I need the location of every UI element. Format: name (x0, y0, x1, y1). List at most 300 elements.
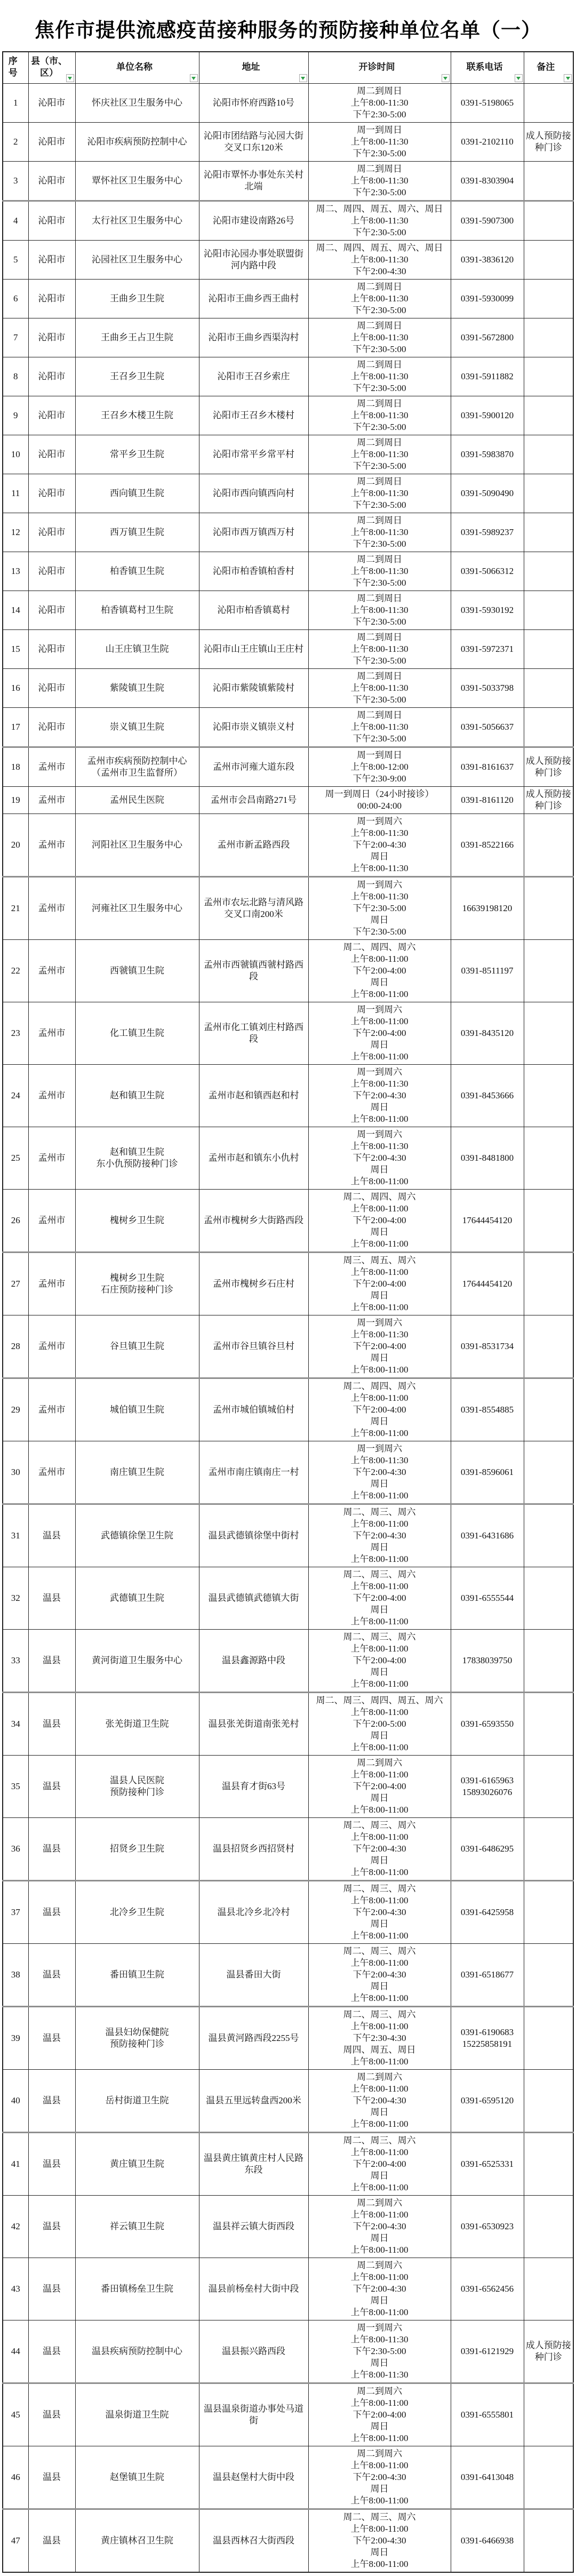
cell-county: 孟州市 (28, 1002, 75, 1065)
filter-dropdown-icon (68, 77, 72, 80)
cell-opening-hours: 周二到周六 上午8:00-11:00 下午2:00-4:00 周日 上午8:00-11:00 (308, 1756, 451, 1818)
cell-unit-name: 紫陵镇卫生院 (75, 669, 199, 708)
cell-remark (524, 1127, 573, 1190)
cell-address: 沁阳市王召乡索庄 (199, 357, 308, 396)
cell-opening-hours: 周二到周日 上午8:00-11:30 下午2:30-5:00 (308, 84, 451, 123)
cell-address: 孟州市河雍大道东段 (199, 747, 308, 787)
cell-county: 沁阳市 (28, 84, 75, 123)
cell-opening-hours: 周二到周六 上午8:00-11:00 下午2:00-4:30 周日 上午8:00-11:00 (308, 2258, 451, 2320)
column-header-2 (75, 52, 199, 84)
cell-serial-number: 19 (3, 787, 28, 814)
cell-contact-phone: 0391-6190683 15225858191 (451, 2007, 524, 2070)
cell-county: 温县 (28, 1504, 75, 1567)
cell-remark: 成人预防接种门诊 (524, 787, 573, 814)
cell-unit-name: 柏香镇卫生院 (75, 552, 199, 591)
column-header-label: 地址 (242, 62, 260, 72)
column-header-label: 县（市、区） (31, 56, 67, 78)
cell-address: 温县祥云镇大街西段 (199, 2196, 308, 2258)
cell-county: 温县 (28, 1818, 75, 1881)
cell-contact-phone: 0391-6518677 (451, 1944, 524, 2007)
cell-address: 沁阳市西万镇西万村 (199, 513, 308, 552)
cell-county: 沁阳市 (28, 162, 75, 201)
cell-serial-number: 37 (3, 1881, 28, 1944)
cell-remark (524, 162, 573, 201)
cell-remark (524, 877, 573, 940)
cell-address: 沁阳市常平乡常平村 (199, 435, 308, 474)
cell-serial-number: 11 (3, 474, 28, 513)
cell-opening-hours: 周二到周日 上午8:00-11:30 下午2:30-5:00 (308, 630, 451, 669)
cell-contact-phone: 0391-6555544 (451, 1567, 524, 1630)
cell-remark (524, 241, 573, 280)
cell-county: 孟州市 (28, 1315, 75, 1378)
cell-unit-name: 王曲乡卫生院 (75, 280, 199, 318)
cell-serial-number: 23 (3, 1002, 28, 1065)
cell-unit-name: 赵堡镇卫生院 (75, 2446, 199, 2509)
cell-county: 温县 (28, 2383, 75, 2446)
cell-contact-phone: 0391-8511197 (451, 940, 524, 1002)
cell-contact-phone: 0391-6555801 (451, 2383, 524, 2446)
cell-contact-phone: 0391-5972371 (451, 630, 524, 669)
cell-county: 温县 (28, 1944, 75, 2007)
table-row (3, 2320, 573, 2383)
cell-serial-number: 22 (3, 940, 28, 1002)
cell-contact-phone: 0391-6466938 (451, 2509, 524, 2573)
cell-contact-phone: 0391-5672800 (451, 318, 524, 357)
cell-serial-number: 36 (3, 1818, 28, 1881)
cell-contact-phone: 0391-6121929 (451, 2320, 524, 2383)
cell-address: 孟州市槐树乡大街路西段 (199, 1190, 308, 1253)
cell-opening-hours: 周一到周六 上午8:00-11:30 下午2:00-4:00 周日 上午8:00-11:00 (308, 1315, 451, 1378)
cell-contact-phone: 0391-8453666 (451, 1065, 524, 1127)
cell-county: 温县 (28, 2070, 75, 2133)
cell-serial-number: 41 (3, 2133, 28, 2196)
cell-opening-hours: 周二、周三、周六 上午8:00-11:00 下午2:00-4:30 周日 上午8:00-11:00 (308, 1818, 451, 1881)
cell-serial-number: 32 (3, 1567, 28, 1630)
cell-unit-name: 槐树乡卫生院 石庄预防接种门诊 (75, 1253, 199, 1315)
cell-unit-name: 黄庄镇林召卫生院 (75, 2509, 199, 2573)
cell-opening-hours: 周二、周三、周四、周五、周六 上午8:00-11:00 下午2:00-5:00 周日 上午8:00-11:00 (308, 1693, 451, 1756)
cell-opening-hours: 周二到周日 上午8:00-11:30 下午2:30-5:00 (308, 396, 451, 435)
cell-remark (524, 1944, 573, 2007)
cell-opening-hours: 周一到周日 上午8:00-11:30 下午2:30-5:00 (308, 123, 451, 162)
cell-opening-hours: 周二、周四、周六 上午8:00-11:00 下午2:00-4:00 周日 上午8:00-11:00 (308, 1378, 451, 1441)
table-row (3, 747, 573, 787)
cell-contact-phone: 0391-6595120 (451, 2070, 524, 2133)
cell-serial-number: 27 (3, 1253, 28, 1315)
cell-county: 沁阳市 (28, 318, 75, 357)
cell-serial-number: 9 (3, 396, 28, 435)
cell-serial-number: 46 (3, 2446, 28, 2509)
cell-unit-name: 温泉街道卫生院 (75, 2383, 199, 2446)
cell-county: 沁阳市 (28, 474, 75, 513)
cell-unit-name: 孟州民生医院 (75, 787, 199, 814)
cell-county: 温县 (28, 1756, 75, 1818)
table-row (3, 435, 573, 474)
cell-opening-hours: 周二到周六 上午8:00-11:00 下午2:00-4:30 周日 上午8:00-11:00 (308, 2446, 451, 2509)
table-row (3, 84, 573, 123)
cell-remark (524, 84, 573, 123)
cell-unit-name: 河雍社区卫生服务中心 (75, 877, 199, 940)
cell-serial-number: 17 (3, 708, 28, 747)
cell-opening-hours: 周一到周六 上午8:00-11:30 下午2:00-4:30 周日 上午8:00-11:00 (308, 1127, 451, 1190)
cell-unit-name: 槐树乡卫生院 (75, 1190, 199, 1253)
cell-unit-name: 赵和镇卫生院 东小仇预防接种门诊 (75, 1127, 199, 1190)
cell-opening-hours: 周二、周四、周六 上午8:00-11:00 下午2:00-4:00 周日 上午8:00-11:00 (308, 1190, 451, 1253)
cell-serial-number: 14 (3, 591, 28, 630)
cell-serial-number: 8 (3, 357, 28, 396)
cell-opening-hours: 周二、周四、周五、周六、周日 上午8:00-11:30 下午2:00-4:30 (308, 241, 451, 280)
filter-dropdown-button[interactable] (442, 74, 450, 82)
table-row (3, 1065, 573, 1127)
table-row (3, 1567, 573, 1630)
cell-unit-name: 王召乡木楼卫生院 (75, 396, 199, 435)
filter-dropdown-icon (443, 77, 447, 80)
cell-opening-hours: 周二到周日 上午8:00-11:30 下午2:30-5:00 (308, 591, 451, 630)
table-row (3, 1127, 573, 1190)
cell-county: 温县 (28, 2446, 75, 2509)
cell-address: 孟州市谷旦镇谷旦村 (199, 1315, 308, 1378)
cell-remark (524, 435, 573, 474)
cell-serial-number: 45 (3, 2383, 28, 2446)
cell-address: 温县温泉街道办事处马道街 (199, 2383, 308, 2446)
cell-county: 温县 (28, 1630, 75, 1693)
cell-serial-number: 28 (3, 1315, 28, 1378)
cell-county: 温县 (28, 2196, 75, 2258)
cell-contact-phone: 17838039750 (451, 1630, 524, 1693)
cell-remark (524, 591, 573, 630)
cell-address: 温县五里远转盘西200米 (199, 2070, 308, 2133)
cell-unit-name: 番田镇杨垒卫生院 (75, 2258, 199, 2320)
cell-opening-hours: 周二、周三、周六 上午8:00-11:00 下午2:00-4:30 周日 上午8:00-11:00 (308, 2509, 451, 2573)
cell-address: 温县育才街63号 (199, 1756, 308, 1818)
cell-unit-name: 山王庄镇卫生院 (75, 630, 199, 669)
cell-serial-number: 24 (3, 1065, 28, 1127)
cell-address: 温县武德镇徐堡中街村 (199, 1504, 308, 1567)
cell-remark: 成人预防接种门诊 (524, 123, 573, 162)
cell-serial-number: 20 (3, 814, 28, 877)
cell-remark (524, 630, 573, 669)
table-row (3, 241, 573, 280)
cell-remark (524, 2383, 573, 2446)
column-header-4 (308, 52, 451, 84)
table-row (3, 357, 573, 396)
cell-address: 孟州市化工镇刘庄村路西段 (199, 1002, 308, 1065)
column-header-6 (524, 52, 573, 84)
cell-remark (524, 1567, 573, 1630)
cell-unit-name: 招贤乡卫生院 (75, 1818, 199, 1881)
cell-remark (524, 1630, 573, 1693)
cell-contact-phone: 0391-8161120 (451, 787, 524, 814)
cell-unit-name: 西万镇卫生院 (75, 513, 199, 552)
cell-serial-number: 21 (3, 877, 28, 940)
cell-address: 孟州市新孟路西段 (199, 814, 308, 877)
cell-contact-phone: 0391-5907300 (451, 201, 524, 241)
column-header-0 (3, 52, 28, 84)
cell-county: 孟州市 (28, 787, 75, 814)
cell-contact-phone: 0391-6562456 (451, 2258, 524, 2320)
table-row (3, 1190, 573, 1253)
cell-address: 沁阳市覃怀办事处东关村北端 (199, 162, 308, 201)
cell-serial-number: 39 (3, 2007, 28, 2070)
table-row (3, 123, 573, 162)
cell-address: 沁阳市山王庄镇山王庄村 (199, 630, 308, 669)
table-row (3, 162, 573, 201)
cell-contact-phone: 0391-6525331 (451, 2133, 524, 2196)
cell-address: 沁阳市沁园办事处联盟街河内路中段 (199, 241, 308, 280)
table-row (3, 1944, 573, 2007)
cell-unit-name: 王曲乡王占卫生院 (75, 318, 199, 357)
cell-county: 沁阳市 (28, 669, 75, 708)
cell-remark (524, 396, 573, 435)
cell-opening-hours: 周二到周日 上午8:00-11:30 下午2:30-5:00 (308, 552, 451, 591)
cell-serial-number: 2 (3, 123, 28, 162)
table-row (3, 787, 573, 814)
cell-opening-hours: 周二到周日 上午8:00-11:30 下午2:30-5:00 (308, 162, 451, 201)
cell-serial-number: 35 (3, 1756, 28, 1818)
table-row (3, 1881, 573, 1944)
cell-county: 沁阳市 (28, 513, 75, 552)
cell-address: 温县武德镇武德镇大街 (199, 1567, 308, 1630)
cell-county: 沁阳市 (28, 241, 75, 280)
cell-address: 孟州市赵和镇西赵和村 (199, 1065, 308, 1127)
table-row (3, 2258, 573, 2320)
cell-remark (524, 1441, 573, 1504)
cell-remark (524, 669, 573, 708)
table-row (3, 591, 573, 630)
cell-serial-number: 4 (3, 201, 28, 241)
cell-county: 孟州市 (28, 1378, 75, 1441)
table-row (3, 940, 573, 1002)
cell-opening-hours: 周一到周六 上午8:00-11:30 下午2:00-4:30 周日 上午8:00-11:00 (308, 1441, 451, 1504)
cell-contact-phone: 0391-6431686 (451, 1504, 524, 1567)
cell-unit-name: 祥云镇卫生院 (75, 2196, 199, 2258)
cell-address: 孟州市会昌南路271号 (199, 787, 308, 814)
cell-address: 温县西林召大街西段 (199, 2509, 308, 2573)
filter-dropdown-button[interactable] (515, 74, 523, 82)
cell-remark (524, 2509, 573, 2573)
cell-serial-number: 47 (3, 2509, 28, 2573)
cell-address: 孟州市西虢镇西虢村路西段 (199, 940, 308, 1002)
cell-unit-name: 黄河街道卫生服务中心 (75, 1630, 199, 1693)
cell-serial-number: 3 (3, 162, 28, 201)
cell-county: 沁阳市 (28, 123, 75, 162)
cell-contact-phone: 0391-8435120 (451, 1002, 524, 1065)
cell-serial-number: 13 (3, 552, 28, 591)
table-row (3, 396, 573, 435)
cell-opening-hours: 周一到周六 上午8:00-11:30 下午2:00-4:30 周日 上午8:00-11:30 (308, 814, 451, 877)
cell-unit-name: 赵和镇卫生院 (75, 1065, 199, 1127)
table-row (3, 1693, 573, 1756)
cell-address: 沁阳市崇义镇崇义村 (199, 708, 308, 747)
cell-remark (524, 2258, 573, 2320)
cell-serial-number: 6 (3, 280, 28, 318)
filter-dropdown-button[interactable] (299, 74, 307, 82)
cell-county: 沁阳市 (28, 435, 75, 474)
cell-remark (524, 1818, 573, 1881)
cell-county: 沁阳市 (28, 591, 75, 630)
cell-remark (524, 1378, 573, 1441)
cell-remark (524, 552, 573, 591)
cell-serial-number: 7 (3, 318, 28, 357)
cell-unit-name: 北冷乡卫生院 (75, 1881, 199, 1944)
table-row (3, 2446, 573, 2509)
cell-contact-phone: 0391-5983870 (451, 435, 524, 474)
cell-contact-phone: 0391-5930192 (451, 591, 524, 630)
cell-unit-name: 张羌街道卫生院 (75, 1693, 199, 1756)
column-header-5 (451, 52, 524, 84)
cell-serial-number: 5 (3, 241, 28, 280)
cell-opening-hours: 周二到周日 上午8:00-11:30 下午2:30-5:00 (308, 435, 451, 474)
cell-address: 温县招贤乡西招贤村 (199, 1818, 308, 1881)
cell-county: 孟州市 (28, 747, 75, 787)
cell-county: 沁阳市 (28, 396, 75, 435)
cell-county: 温县 (28, 1567, 75, 1630)
cell-serial-number: 40 (3, 2070, 28, 2133)
cell-unit-name: 化工镇卫生院 (75, 1002, 199, 1065)
cell-unit-name: 常平乡卫生院 (75, 435, 199, 474)
cell-unit-name: 南庄镇卫生院 (75, 1441, 199, 1504)
cell-county: 沁阳市 (28, 201, 75, 241)
cell-opening-hours: 周二、周三、周六 上午8:00-11:00 下午2:00-4:30 周日 上午8:00-11:00 (308, 1881, 451, 1944)
filter-dropdown-button[interactable] (190, 74, 198, 82)
filter-dropdown-icon (516, 77, 521, 80)
cell-unit-name: 温县妇幼保健院 预防接种门诊 (75, 2007, 199, 2070)
cell-opening-hours: 周二、周三、周六 上午8:00-11:00 下午2:30-4:30 周四、周五、周日 上午8:00-11:00 (308, 2007, 451, 2070)
cell-county: 孟州市 (28, 877, 75, 940)
table-row (3, 2509, 573, 2573)
cell-remark (524, 1253, 573, 1315)
filter-dropdown-button[interactable] (66, 74, 74, 82)
cell-opening-hours: 周二到周六 上午8:00-11:00 下午2:00-4:30 周日 上午8:00-11:00 (308, 2070, 451, 2133)
cell-opening-hours: 周二到周日 上午8:00-11:30 下午2:30-5:00 (308, 318, 451, 357)
cell-contact-phone: 0391-5198065 (451, 84, 524, 123)
table-row (3, 669, 573, 708)
cell-contact-phone: 17644454120 (451, 1190, 524, 1253)
filter-dropdown-icon (301, 77, 305, 80)
cell-opening-hours: 周二到周日 上午8:00-11:30 下午2:30-5:00 (308, 669, 451, 708)
filter-dropdown-icon (191, 77, 196, 80)
cell-unit-name: 武德镇徐堡卫生院 (75, 1504, 199, 1567)
cell-remark (524, 201, 573, 241)
cell-contact-phone: 16639198120 (451, 877, 524, 940)
cell-contact-phone: 0391-6413048 (451, 2446, 524, 2509)
cell-contact-phone: 0391-8522166 (451, 814, 524, 877)
cell-unit-name: 柏香镇葛村卫生院 (75, 591, 199, 630)
cell-contact-phone: 0391-8481800 (451, 1127, 524, 1190)
cell-remark (524, 474, 573, 513)
cell-address: 沁阳市紫陵镇紫陵村 (199, 669, 308, 708)
cell-opening-hours: 周一到周六 上午8:00-11:30 下午2:00-4:30 周日 上午8:00-11:00 (308, 1065, 451, 1127)
cell-unit-name: 沁园社区卫生服务中心 (75, 241, 199, 280)
cell-contact-phone: 0391-5930099 (451, 280, 524, 318)
cell-county: 孟州市 (28, 1065, 75, 1127)
cell-contact-phone: 0391-2102110 (451, 123, 524, 162)
cell-county: 沁阳市 (28, 280, 75, 318)
column-header-label: 序号 (8, 56, 18, 78)
cell-unit-name: 温县疾病预防控制中心 (75, 2320, 199, 2383)
cell-serial-number: 25 (3, 1127, 28, 1190)
cell-remark (524, 513, 573, 552)
cell-unit-name: 河阳社区卫生服务中心 (75, 814, 199, 877)
cell-remark (524, 1693, 573, 1756)
cell-opening-hours: 周二、周三、周六 上午8:00-11:00 下午2:00-4:00 周日 上午8:00-11:00 (308, 1630, 451, 1693)
cell-contact-phone: 0391-6486295 (451, 1818, 524, 1881)
table-row (3, 513, 573, 552)
cell-address: 温县张羌街道南张羌村 (199, 1693, 308, 1756)
cell-opening-hours: 周二、周四、周六 上午8:00-11:00 下午2:00-4:00 周日 上午8:00-11:00 (308, 940, 451, 1002)
table-row (3, 1630, 573, 1693)
cell-contact-phone: 0391-5066312 (451, 552, 524, 591)
cell-address: 温县北冷乡北冷村 (199, 1881, 308, 1944)
cell-address: 沁阳市王曲乡西渠沟村 (199, 318, 308, 357)
table-row (3, 1441, 573, 1504)
cell-remark (524, 1504, 573, 1567)
table-row (3, 280, 573, 318)
column-header-label: 开诊时间 (358, 62, 395, 72)
cell-serial-number: 34 (3, 1693, 28, 1756)
cell-serial-number: 43 (3, 2258, 28, 2320)
cell-opening-hours: 周二到周日 上午8:00-11:30 下午2:30-5:00 (308, 280, 451, 318)
cell-contact-phone: 0391-8303904 (451, 162, 524, 201)
cell-opening-hours: 周二到周日 上午8:00-11:30 下午2:30-5:00 (308, 357, 451, 396)
vaccination-units-table (2, 51, 574, 2573)
cell-county: 孟州市 (28, 814, 75, 877)
cell-opening-hours: 周二到周日 上午8:00-11:30 下午2:30-5:00 (308, 513, 451, 552)
cell-serial-number: 26 (3, 1190, 28, 1253)
table-row (3, 2070, 573, 2133)
cell-opening-hours: 周一到周六 上午8:00-11:30 下午2:30-5:00 周日 下午2:30-5:00 (308, 877, 451, 940)
table-row (3, 2133, 573, 2196)
cell-address: 温县赵堡村大街中段 (199, 2446, 308, 2509)
cell-unit-name: 谷旦镇卫生院 (75, 1315, 199, 1378)
cell-unit-name: 城伯镇卫生院 (75, 1378, 199, 1441)
cell-county: 孟州市 (28, 1441, 75, 1504)
cell-address: 温县振兴路西段 (199, 2320, 308, 2383)
filter-dropdown-button[interactable] (564, 74, 572, 82)
cell-serial-number: 1 (3, 84, 28, 123)
cell-serial-number: 18 (3, 747, 28, 787)
cell-unit-name: 西虢镇卫生院 (75, 940, 199, 1002)
cell-opening-hours: 周一到周六 上午8:00-11:30 下午2:30-5:00 周日 上午8:00-11:30 (308, 2320, 451, 2383)
cell-opening-hours: 周三、周五、周六 上午8:00-11:00 下午2:00-4:00 周日 上午8:00-11:00 (308, 1253, 451, 1315)
cell-unit-name: 覃怀社区卫生服务中心 (75, 162, 199, 201)
filter-dropdown-icon (566, 77, 570, 80)
cell-serial-number: 33 (3, 1630, 28, 1693)
cell-remark (524, 1002, 573, 1065)
table-row (3, 318, 573, 357)
cell-remark (524, 2007, 573, 2070)
cell-serial-number: 12 (3, 513, 28, 552)
cell-address: 沁阳市团结路与沁园大街交叉口东120米 (199, 123, 308, 162)
column-header-3 (199, 52, 308, 84)
cell-remark (524, 2133, 573, 2196)
cell-serial-number: 29 (3, 1378, 28, 1441)
cell-address: 沁阳市王曲乡西王曲村 (199, 280, 308, 318)
cell-opening-hours: 周二、周三、周六 上午8:00-11:00 下午2:00-4:30 周日 上午8:00-11:00 (308, 1504, 451, 1567)
cell-remark: 成人预防接种门诊 (524, 747, 573, 787)
cell-county: 孟州市 (28, 940, 75, 1002)
cell-opening-hours: 周二到周六 上午8:00-11:00 下午2:00-4:30 周日 上午8:00-11:00 (308, 2196, 451, 2258)
cell-remark (524, 940, 573, 1002)
table-row (3, 814, 573, 877)
cell-address: 温县鑫源路中段 (199, 1630, 308, 1693)
cell-opening-hours: 周一到周日 上午8:00-12:00 下午2:30-9:00 (308, 747, 451, 787)
cell-contact-phone: 0391-8161637 (451, 747, 524, 787)
table-row (3, 1315, 573, 1378)
cell-address: 温县黄河路西段2255号 (199, 2007, 308, 2070)
cell-contact-phone: 17644454120 (451, 1253, 524, 1315)
cell-serial-number: 30 (3, 1441, 28, 1504)
